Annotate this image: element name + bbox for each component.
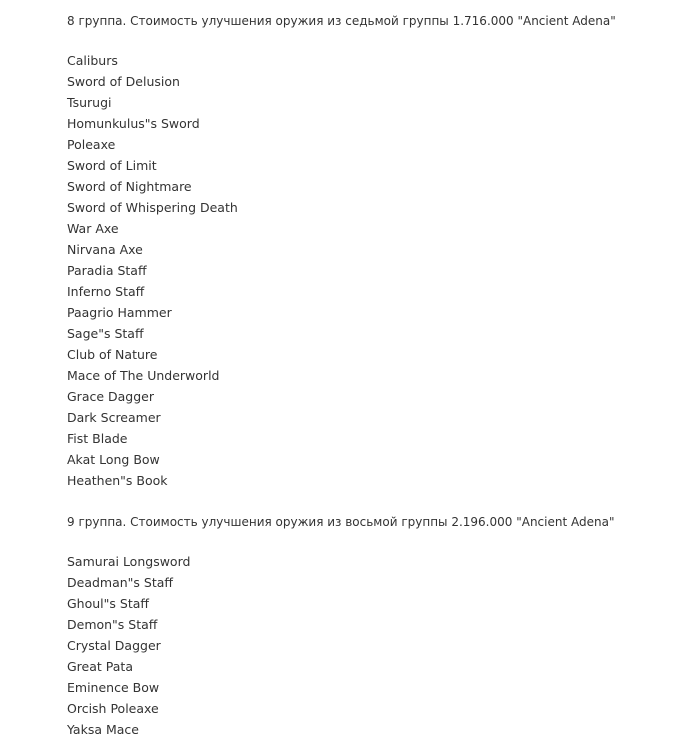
weapon-list-item: Heathen"s Book xyxy=(67,473,168,488)
weapon-list-item: Caliburs xyxy=(67,53,118,68)
weapon-list-item: Orcish Poleaxe xyxy=(67,701,159,716)
weapon-list-item: Samurai Longsword xyxy=(67,554,191,569)
group-8-weapon-list xyxy=(67,50,238,491)
weapon-list-item: Sage"s Staff xyxy=(67,326,144,341)
weapon-list-item: Sword of Whispering Death xyxy=(67,200,238,215)
weapon-list-item: Paagrio Hammer xyxy=(67,305,172,320)
weapon-list-item: Nirvana Axe xyxy=(67,242,143,257)
weapon-list-item: Dark Screamer xyxy=(67,410,161,425)
group-9-weapon-list xyxy=(67,551,190,740)
weapon-list-item: Deadman"s Staff xyxy=(67,575,174,590)
weapon-list-item: Sword of Nightmare xyxy=(67,179,192,194)
weapon-list-item: Akat Long Bow xyxy=(67,452,160,467)
group-8-heading: 8 группа. Стоимость улучшения оружия из седьмой группы 1.716.000 "Ancient Adena" xyxy=(67,14,616,28)
weapon-list-item: Sword of Delusion xyxy=(67,74,180,89)
weapon-list-item: Homunkulus"s Sword xyxy=(67,116,200,131)
weapon-list-item: Ghoul"s Staff xyxy=(67,596,149,611)
group-9-heading: 9 группа. Стоимость улучшения оружия из восьмой группы 2.196.000 "Ancient Adena" xyxy=(67,515,615,529)
weapon-list-item: Demon"s Staff xyxy=(67,617,158,632)
weapon-list-item: Grace Dagger xyxy=(67,389,155,404)
weapon-list-item: Club of Nature xyxy=(67,347,158,362)
weapon-list-item: Fist Blade xyxy=(67,431,128,446)
weapon-list-item: Inferno Staff xyxy=(67,284,145,299)
weapon-list-item: Yaksa Mace xyxy=(67,722,139,737)
weapon-list-item: Tsurugi xyxy=(67,95,112,110)
weapon-list-item: Mace of The Underworld xyxy=(67,368,220,383)
weapon-list-item: Poleaxe xyxy=(67,137,116,152)
weapon-list-item: Crystal Dagger xyxy=(67,638,161,653)
weapon-list-item: Paradia Staff xyxy=(67,263,147,278)
weapon-list-item: War Axe xyxy=(67,221,119,236)
weapon-list-item: Great Pata xyxy=(67,659,133,674)
weapon-list-item: Eminence Bow xyxy=(67,680,160,695)
weapon-list-item: Sword of Limit xyxy=(67,158,157,173)
